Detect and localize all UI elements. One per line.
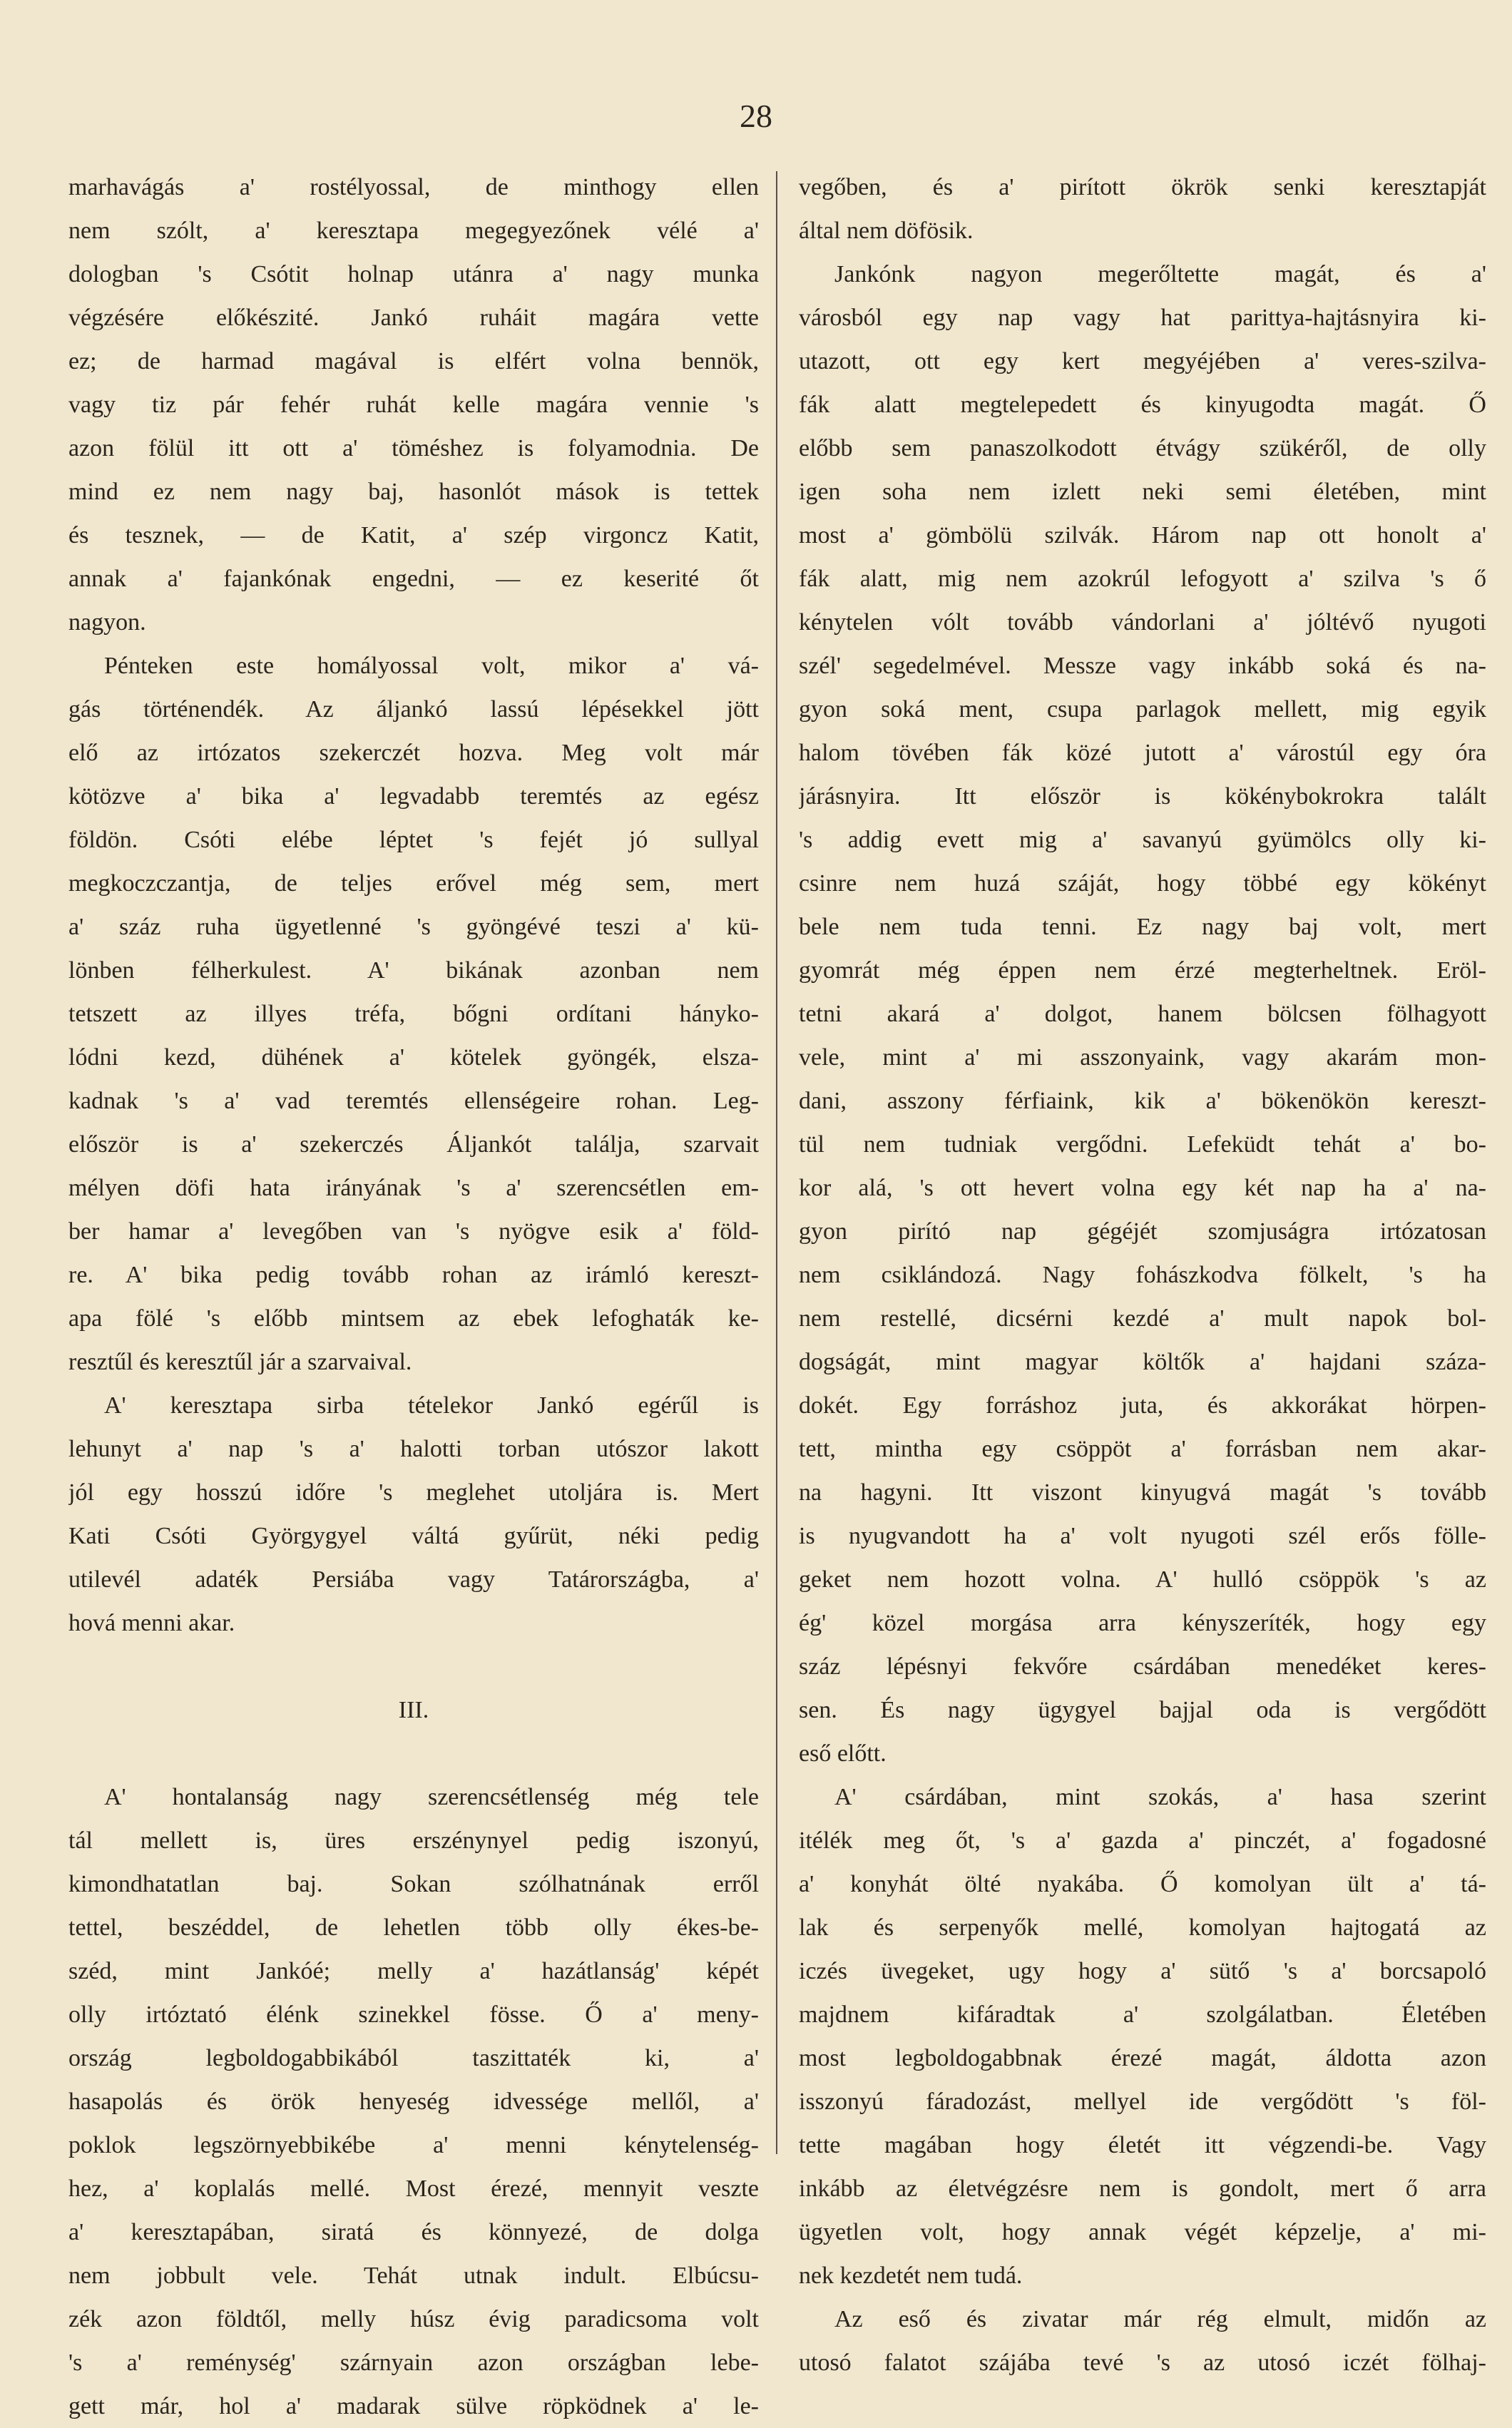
page-number: 28 <box>740 98 772 134</box>
text-line: sen. És nagy ügygyel bajjal oda is vergődött <box>799 1697 1486 1723</box>
text-line: re. A' bika pedig tovább rohan az irámló kereszt- <box>68 1262 759 1288</box>
text-line: ország legboldogabbikából taszittaték ki, a' <box>68 2045 759 2071</box>
text-line: utosó falatot szájába tevé 's az utosó iczét fölhaj- <box>799 2350 1486 2376</box>
text-line: isszonyú fáradozást, mellyel ide vergődött 's föl- <box>799 2088 1486 2115</box>
text-line: járásnyira. Itt először is kökénybokrokra talált <box>799 783 1486 810</box>
text-line: dologban 's Csótit holnap utánra a' nagy munka <box>68 261 759 287</box>
text-line: nem restellé, dicsérni kezdé a' mult napok bol- <box>799 1305 1486 1332</box>
text-line: vagy tiz pár fehér ruhát kelle magára vennie 's <box>68 392 759 418</box>
text-line: marhavágás a' rostélyossal, de minthogy ellen <box>68 174 759 200</box>
text-line: dogságát, mint magyar költők a' hajdani száza- <box>799 1349 1486 1375</box>
text-line: száz lépésnyi fekvőre csárdában menedéket keres- <box>799 1653 1486 1680</box>
text-line: dokét. Egy forráshoz juta, és akkorákat hörpen- <box>799 1392 1486 1419</box>
text-line: kötözve a' bika a' legvadabb teremtés az egész <box>68 783 759 810</box>
section-heading: III. <box>398 1697 429 1723</box>
text-line: a' konyhát ölté nyakába. Ő komolyan ült a' tá- <box>799 1871 1486 1897</box>
text-line: 's addig evett mig a' savanyú gyümölcs olly ki- <box>799 827 1486 853</box>
text-line: a' száz ruha ügyetlenné 's gyöngévé teszi a' kü- <box>68 914 759 940</box>
text-line: tette magában hogy életét itt végzendi-be. Vagy <box>799 2132 1486 2158</box>
text-line: igen soha nem izlett neki semi életében, mint <box>799 479 1486 505</box>
text-line: kadnak 's a' vad teremtés ellenségeire rohan. Leg- <box>68 1088 759 1114</box>
text-line: hez, a' koplalás mellé. Most érezé, mennyit veszte <box>68 2175 759 2202</box>
text-line: bele nem tuda tenni. Ez nagy baj volt, mert <box>799 914 1486 940</box>
text-line: kor alá, 's ott hevert volna egy két nap ha a' na- <box>799 1175 1486 1201</box>
text-line: utilevél adaték Persiába vagy Tatárországba, a' <box>68 1566 759 1593</box>
text-line: annak a' fajankónak engedni, — ez keserité őt <box>68 566 759 592</box>
text-line: hasapolás és örök henyeség idvessége mellől, a' <box>68 2088 759 2115</box>
text-line: szél' segedelmével. Messze vagy inkább soká és na- <box>799 653 1486 679</box>
text-line: lehunyt a' nap 's a' halotti torban utószor lakott <box>68 1436 759 1462</box>
text-line: földön. Csóti elébe léptet 's fejét jó sullyal <box>68 827 759 853</box>
text-line: halom tövében fák közé jutott a' várostúl egy óra <box>799 740 1486 766</box>
text-line: kimondhatatlan baj. Sokan szólhatnának erről <box>68 1871 759 1897</box>
text-line: lönben félherkulest. A' bikának azonban nem <box>68 957 759 984</box>
text-line: tett, mintha egy csöppöt a' forrásban nem akar- <box>799 1436 1486 1462</box>
text-line: először is a' szekerczés Áljankót találja, szarvait <box>68 1131 759 1158</box>
text-line: poklok legszörnyebbikébe a' menni kénytelenség- <box>68 2132 759 2158</box>
text-line: ég' közel morgása arra kényszeríték, hogy egy <box>799 1610 1486 1636</box>
text-line: nem jobbult vele. Tehát utnak indult. Elbúcsu- <box>68 2263 759 2289</box>
text-line: na hagyni. Itt viszont kinyugvá magát 's tovább <box>799 1479 1486 1506</box>
text-line: olly irtóztató élénk szinekkel fösse. Ő a' meny- <box>68 2001 759 2028</box>
text-line: geket nem hozott volna. A' hulló csöppök 's az <box>799 1566 1486 1593</box>
text-line: megkoczczantja, de teljes erővel még sem, mert <box>68 870 759 897</box>
text-line: elő az irtózatos szekerczét hozva. Meg volt már <box>68 740 759 766</box>
text-line: lódni kezd, dühének a' kötelek gyöngék, elsza- <box>68 1044 759 1071</box>
text-line: csinre nem huzá száját, hogy többé egy kökényt <box>799 870 1486 897</box>
text-line: gás történendék. Az áljankó lassú lépésekkel jött <box>68 696 759 723</box>
text-line: városból egy nap vagy hat parittya-hajtásnyira ki- <box>799 305 1486 331</box>
text-line: majdnem kifáradtak a' szolgálatban. Életében <box>799 2001 1486 2028</box>
text-line: Az eső és zivatar már rég elmult, midőn az <box>834 2306 1486 2332</box>
text-line: most legboldogabbnak érezé magát, áldotta azon <box>799 2045 1486 2071</box>
text-line: azon fölül itt ott a' töméshez is folyamodnia. De <box>68 435 759 461</box>
column-divider <box>776 171 777 2154</box>
text-line: resztűl és keresztűl jár a szarvaival. <box>68 1349 412 1375</box>
text-line: tál mellett is, üres erszénynyel pedig iszonyú, <box>68 1827 759 1854</box>
text-line: vegőben, és a' pirított ökrök senki keresztapját <box>799 174 1486 200</box>
text-line: nem csiklándozá. Nagy fohászkodva fölkelt, 's ha <box>799 1262 1486 1288</box>
text-line: most a' gömbölü szilvák. Három nap ott honolt a' <box>799 522 1486 549</box>
text-line: utazott, ott egy kert megyéjében a' veres-szilva- <box>799 348 1486 374</box>
text-line: a' keresztapában, siratá és könnyezé, de dolga <box>68 2219 759 2245</box>
text-line: előbb sem panaszolkodott étvágy szükéről, de olly <box>799 435 1486 461</box>
text-line: apa fölé 's előbb mintsem az ebek lefoghaták ke- <box>68 1305 759 1332</box>
text-line: tetszett az illyes tréfa, bőgni ordítani hányko- <box>68 1001 759 1027</box>
text-line: A' hontalanság nagy szerencsétlenség még tele <box>104 1784 759 1810</box>
text-line: fák alatt, mig nem azokrúl lefogyott a' szilva 's ő <box>799 566 1486 592</box>
text-line: hová menni akar. <box>68 1610 235 1636</box>
text-line: Kati Csóti Györgygyel váltá gyűrüt, néki pedig <box>68 1523 759 1549</box>
text-line: mind ez nem nagy baj, hasonlót mások is tettek <box>68 479 759 505</box>
text-line: és tesznek, — de Katit, a' szép virgoncz Katit, <box>68 522 759 549</box>
text-line: eső előtt. <box>799 1740 887 1767</box>
text-line: inkább az életvégzésre nem is gondolt, mert ő arra <box>799 2175 1486 2202</box>
text-line: 's a' reménység' szárnyain azon országban lebe- <box>68 2350 759 2376</box>
text-line: gyon pirító nap gégéjét szomjuságra irtózatosan <box>799 1218 1486 1245</box>
text-line: tettel, beszéddel, de lehetlen több olly ékes-be- <box>68 1914 759 1941</box>
text-line: ez; de harmad magával is elfért volna bennök, <box>68 348 759 374</box>
right-column <box>799 165 1486 2384</box>
text-line: végzésére előkészité. Jankó ruháit magára vette <box>68 305 759 331</box>
text-line: fák alatt megtelepedett és kinyugodta magát. Ő <box>799 392 1486 418</box>
text-line: lak és serpenyők mellé, komolyan hajtogatá az <box>799 1914 1486 1941</box>
text-line: itélék meg őt, 's a' gazda a' pinczét, a' fogadosné <box>799 1827 1486 1854</box>
text-line: Jankónk nagyon megerőltette magát, és a' <box>834 261 1486 287</box>
text-line: széd, mint Jankóé; melly a' hazátlanság' képét <box>68 1958 759 1984</box>
text-line: kénytelen vólt tovább vándorlani a' jóltévő nyugoti <box>799 609 1486 636</box>
text-line: gyon soká ment, csupa parlagok mellett, mig egyik <box>799 696 1486 723</box>
text-line: Pénteken este homályossal volt, mikor a' vá- <box>104 653 759 679</box>
text-line: nem szólt, a' keresztapa megegyezőnek vélé a' <box>68 218 759 244</box>
text-line: jól egy hosszú időre 's meglehet utoljára is. Mert <box>68 1479 759 1506</box>
text-line: A' keresztapa sirba tételekor Jankó egérűl is <box>104 1392 759 1419</box>
text-line: iczés üvegeket, ugy hogy a' sütő 's a' borcsapoló <box>799 1958 1486 1984</box>
text-line: által nem döfösik. <box>799 218 974 244</box>
text-line: tetni akará a' dolgot, hanem bölcsen fölhagyott <box>799 1001 1486 1027</box>
text-line: nek kezdetét nem tudá. <box>799 2263 1023 2289</box>
text-line: tül nem tudniak vergődni. Lefeküdt tehát a' bo- <box>799 1131 1486 1158</box>
text-line: gett már, hol a' madarak sülve röpködnek a' le- <box>68 2393 759 2419</box>
text-line: dani, asszony férfiaink, kik a' bökenökön kereszt- <box>799 1088 1486 1114</box>
text-line: ügyetlen volt, hogy annak végét képzelje, a' mi- <box>799 2219 1486 2245</box>
text-line: is nyugvandott ha a' volt nyugoti szél erős fölle- <box>799 1523 1486 1549</box>
text-line: A' csárdában, mint szokás, a' hasa szerint <box>834 1784 1486 1810</box>
text-line: zék azon földtől, melly húsz évig paradicsoma volt <box>68 2306 759 2332</box>
text-line: ber hamar a' levegőben van 's nyögve esik a' föld- <box>68 1218 759 1245</box>
text-line: vele, mint a' mi asszonyaink, vagy akarám mon- <box>799 1044 1486 1071</box>
left-column <box>68 165 759 2428</box>
text-line: mélyen döfi hata irányának 's a' szerencsétlen em- <box>68 1175 759 1201</box>
text-line: nagyon. <box>68 609 146 636</box>
text-line: gyomrát még éppen nem érzé megterheltnek. Eröl- <box>799 957 1486 984</box>
